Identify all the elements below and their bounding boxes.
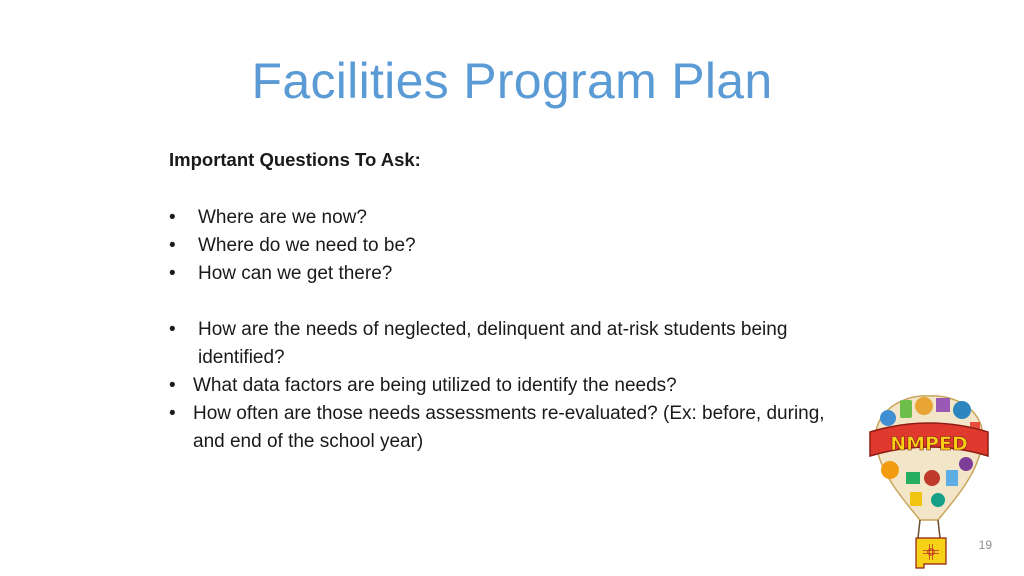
bullet-icon: •	[169, 207, 176, 228]
list-item: • Where are we now?	[169, 204, 849, 232]
bullet-icon: •	[169, 235, 176, 256]
bullet-icon: •	[169, 319, 176, 340]
slide-body	[169, 146, 849, 456]
nmped-logo-icon	[866, 392, 992, 570]
spacer	[169, 288, 849, 316]
slide-title: Facilities Program Plan	[251, 53, 773, 109]
list-item: • What data factors are being utilized to identify the needs?	[169, 372, 849, 400]
bullet-icon: •	[169, 403, 176, 424]
list-item: • How can we get there?	[169, 260, 849, 288]
list-item: • Where do we need to be?	[169, 232, 849, 260]
bullet-icon: •	[169, 263, 176, 284]
logo-text: NMPED	[890, 433, 968, 455]
bullet-list-basic	[169, 204, 849, 288]
list-item: • How often are those needs assessments re-evaluated? (Ex: before, during, and end of the school year)	[169, 400, 849, 456]
bullet-list-needs	[169, 316, 849, 456]
list-item: • How are the needs of neglected, delinquent and at-risk students being identified?	[169, 316, 849, 372]
bullet-icon: •	[169, 375, 176, 396]
questions-heading: Important Questions To Ask:	[169, 149, 421, 170]
page-number: 19	[978, 538, 992, 552]
